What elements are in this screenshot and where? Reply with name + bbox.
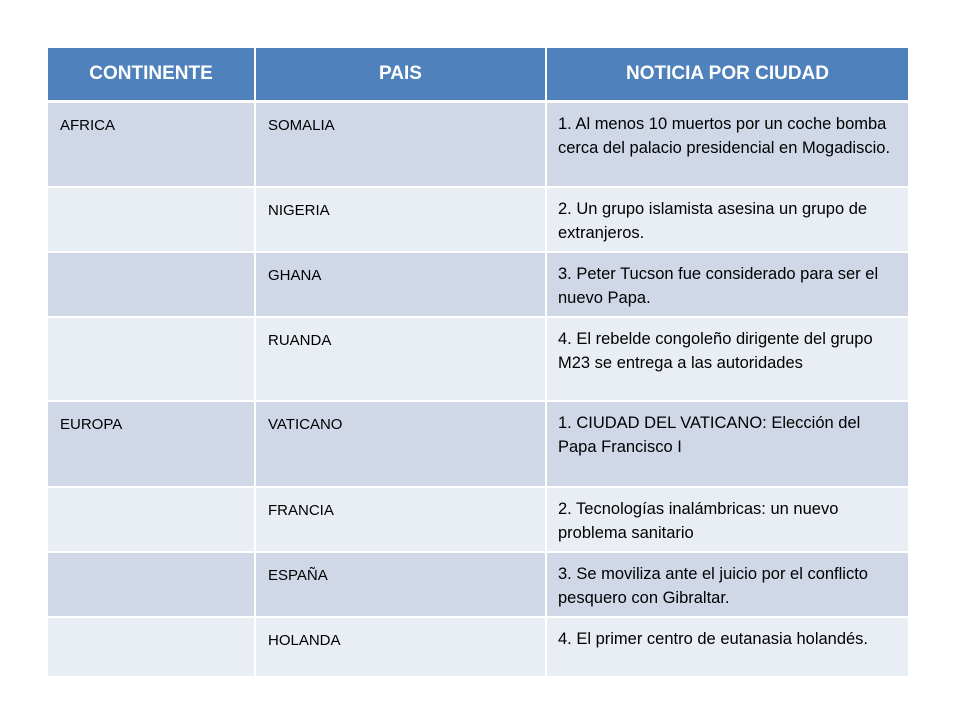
table-row xyxy=(48,552,908,617)
cell-noticia: 4. El rebelde congoleño dirigente del grupo M23 se entrega a las autoridades xyxy=(546,317,908,401)
table-row xyxy=(48,317,908,401)
cell-noticia: 1. CIUDAD DEL VATICANO: Elección del Papa Francisco I xyxy=(546,401,908,487)
cell-continente: AFRICA xyxy=(48,102,255,187)
cell-continente xyxy=(48,187,255,252)
cell-continente: EUROPA xyxy=(48,401,255,487)
cell-pais: HOLANDA xyxy=(255,617,546,677)
cell-noticia: 2. Tecnologías inalámbricas: un nuevo problema sanitario xyxy=(546,487,908,552)
cell-pais: SOMALIA xyxy=(255,102,546,187)
cell-pais: GHANA xyxy=(255,252,546,317)
header-noticia: NOTICIA POR CIUDAD xyxy=(546,48,908,102)
cell-pais: NIGERIA xyxy=(255,187,546,252)
cell-noticia: 3. Se moviliza ante el juicio por el conflicto pesquero con Gibraltar. xyxy=(546,552,908,617)
cell-pais: RUANDA xyxy=(255,317,546,401)
table-row xyxy=(48,487,908,552)
news-table xyxy=(48,48,908,678)
table-row xyxy=(48,401,908,487)
cell-continente xyxy=(48,487,255,552)
table-row xyxy=(48,102,908,187)
header-pais: PAIS xyxy=(255,48,546,102)
header-continente: CONTINENTE xyxy=(48,48,255,102)
cell-pais: ESPAÑA xyxy=(255,552,546,617)
cell-pais: VATICANO xyxy=(255,401,546,487)
table-row xyxy=(48,252,908,317)
cell-continente xyxy=(48,552,255,617)
cell-continente xyxy=(48,617,255,677)
table-row xyxy=(48,187,908,252)
table-header-row xyxy=(48,48,908,102)
cell-continente xyxy=(48,252,255,317)
news-table-container xyxy=(48,48,908,678)
cell-pais: FRANCIA xyxy=(255,487,546,552)
cell-noticia: 2. Un grupo islamista asesina un grupo de extranjeros. xyxy=(546,187,908,252)
table-row xyxy=(48,617,908,677)
cell-noticia: 3. Peter Tucson fue considerado para ser el nuevo Papa. xyxy=(546,252,908,317)
cell-continente xyxy=(48,317,255,401)
cell-noticia: 4. El primer centro de eutanasia holandés. xyxy=(546,617,908,677)
cell-noticia: 1. Al menos 10 muertos por un coche bomba cerca del palacio presidencial en Mogadiscio. xyxy=(546,102,908,187)
